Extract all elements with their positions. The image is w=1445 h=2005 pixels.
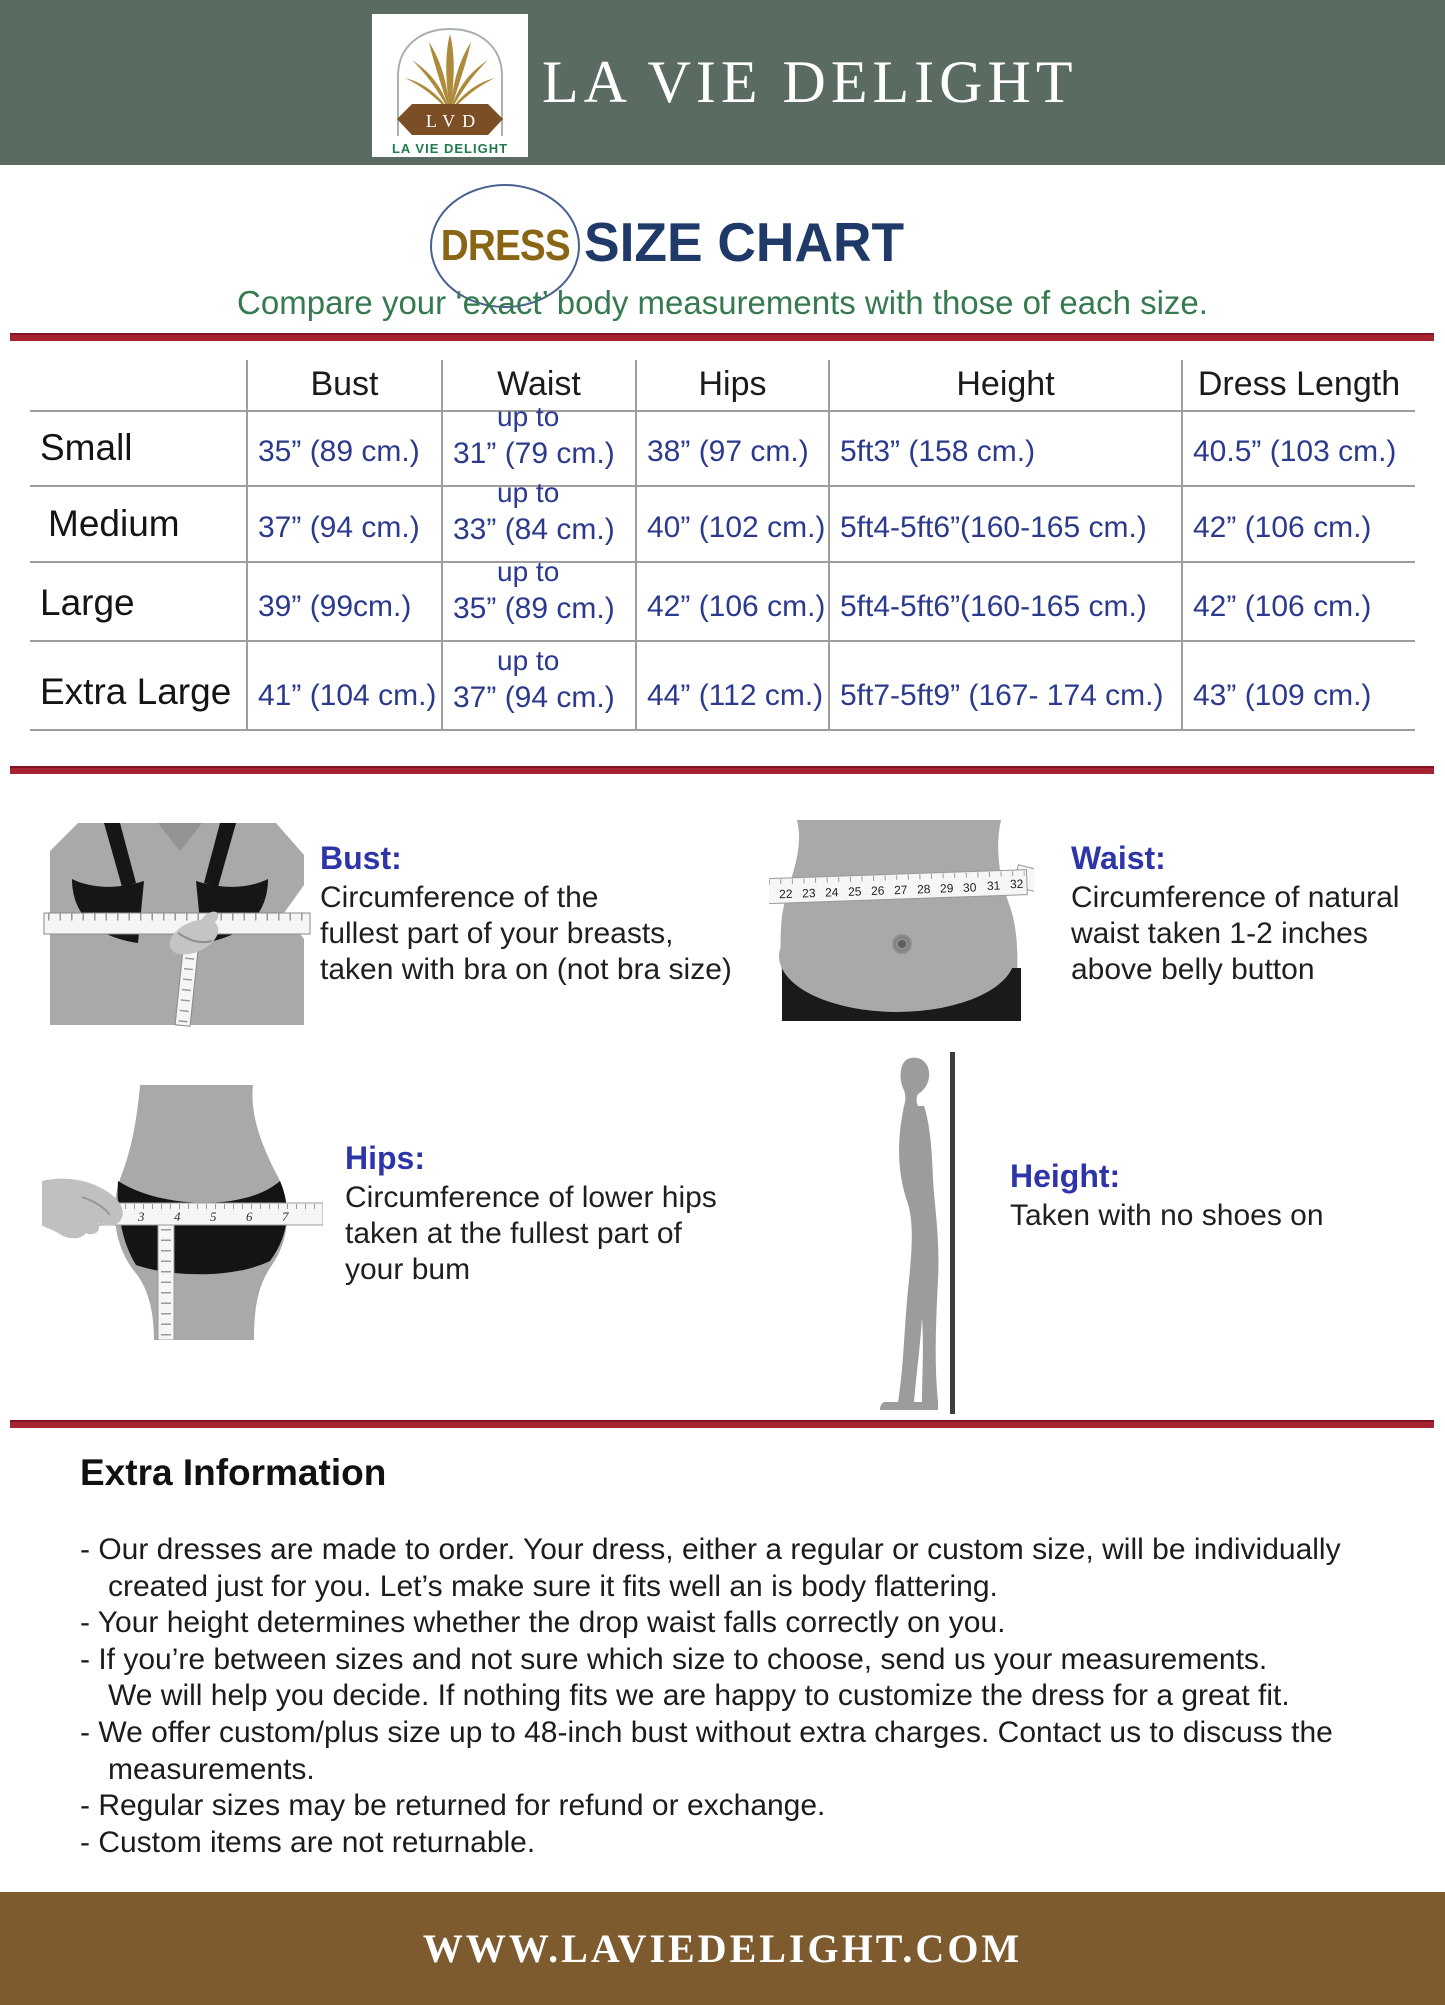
wall-line [950,1052,955,1414]
brand-name: LA VIE DELIGHT [542,49,1078,115]
guide-line: Circumference of natural [1071,881,1400,914]
waist-note: up to [497,477,560,508]
cell-small-height: 5ft3” (158 cm.) [830,412,1183,487]
footer-website-url: WWW.LAVIEDELIGHT.COM [422,1926,1023,1971]
row-label-medium: Medium [30,487,248,563]
waist-value: 33” (84 cm.) [453,513,615,546]
cell-medium-waist [443,477,637,563]
svg-text:4: 4 [174,1209,181,1224]
bust-guide-text [320,880,732,988]
svg-text:5: 5 [210,1209,217,1224]
waist-note: up to [497,556,560,587]
guide-line: Circumference of lower hips [345,1181,717,1214]
svg-text:27: 27 [893,882,908,898]
cell-large-waist [443,556,637,642]
extra-info-list [80,1532,1425,1861]
divider-rule-middle [10,766,1434,774]
guide-line: taken at the fullest part of [345,1217,682,1250]
standing-figure [880,1058,938,1410]
extra-info-line: measurements. [108,1752,315,1786]
extra-info-line: - Custom items are not returnable. [80,1825,536,1859]
lvd-logo-icon [372,14,528,157]
waist-value: 37” (94 cm.) [453,681,615,714]
extra-info-line: We will help you decide. If nothing fits we are happy to customize the dress for a great fit. [108,1679,1290,1713]
extra-info-line: - Your height determines whether the drop waist falls correctly on you. [80,1606,1006,1640]
brand-logo [372,14,528,157]
svg-text:31: 31 [986,878,1001,893]
extra-info-heading: Extra Information [80,1452,387,1493]
hips-guide-text [345,1180,717,1288]
height-guide-heading: Height: [1010,1158,1121,1194]
divider-rule-top [10,333,1434,341]
hips-measurement-illustration [42,1085,323,1345]
guide-line: Circumference of the [320,881,599,914]
extra-info-line: - We offer custom/plus size up to 48-inch bust without extra charges. Contact us to discuss the [80,1715,1333,1749]
hips-illustration-icon [42,1085,323,1340]
cell-large-height: 5ft4-5ft6”(160-165 cm.) [830,563,1183,642]
column-header-dress-length: Dress Length [1183,360,1415,412]
svg-text:6: 6 [246,1209,253,1224]
cell-large-dress-length: 42” (106 cm.) [1183,563,1415,642]
logo-caption: LA VIE DELIGHT [391,141,509,156]
waist-value: 31” (79 cm.) [453,437,615,470]
page-subtitle: Compare your ‘exact’ body measurements with those of each size. [237,284,1208,321]
bust-illustration-icon [42,821,312,1029]
cell-small-bust: 35” (89 cm.) [248,412,443,487]
bust-guide-heading: Bust: [320,840,402,876]
cell-xl-height: 5ft7-5ft9” (167- 174 cm.) [830,642,1183,731]
guide-line: taken with bra on (not bra size) [320,953,732,986]
cell-xl-waist [443,642,637,731]
cell-xl-bust: 41” (104 cm.) [248,642,443,731]
column-header-bust: Bust [248,360,443,412]
column-header-hips: Hips [637,360,830,412]
svg-text:28: 28 [916,881,931,897]
waist-measurement-illustration [769,820,1034,1026]
extra-info-line: - Our dresses are made to order. Your dress, either a regular or custom size, will be individually [80,1533,1341,1566]
hips-guide-heading: Hips: [345,1140,425,1176]
waist-note: up to [497,645,560,676]
cell-medium-height: 5ft4-5ft6”(160-165 cm.) [830,487,1183,563]
cell-medium-hips: 40” (102 cm.) [637,487,830,563]
table-corner-cell [30,360,248,412]
extra-info-line: created just for you. Let’s make sure it fits well an is body flattering. [108,1569,998,1603]
hand [42,1179,123,1239]
logo-monogram: LVD [425,111,483,131]
guide-line: fullest part of your breasts, [320,917,674,950]
row-label-extra-large: Extra Large [30,642,248,731]
svg-text:26: 26 [870,883,885,899]
cell-large-bust: 39” (99cm.) [248,563,443,642]
cell-small-hips: 38” (97 cm.) [637,412,830,487]
row-label-large: Large [30,563,248,642]
page-title: SIZE CHART [584,211,905,273]
dress-badge-label: DRESS [440,221,570,270]
cell-small-dress-length: 40.5” (103 cm.) [1183,412,1415,487]
waist-note: up to [497,401,560,432]
svg-text:24: 24 [824,885,839,900]
cell-xl-hips: 44” (112 cm.) [637,642,830,731]
extra-info-line: - If you’re between sizes and not sure which size to choose, send us your measurements. [80,1642,1268,1676]
svg-text:32: 32 [1009,876,1024,892]
svg-text:23: 23 [801,885,816,901]
extra-info-line: - Regular sizes may be returned for refund or exchange. [80,1789,826,1823]
row-label-small: Small [30,412,248,487]
divider-rule-bottom [10,1420,1434,1428]
svg-text:25: 25 [847,884,862,899]
cell-xl-dress-length: 43” (109 cm.) [1183,642,1415,731]
footer-band [0,1892,1445,2005]
waist-guide-heading: Waist: [1071,840,1166,876]
cell-small-waist [443,401,637,487]
cell-large-hips: 42” (106 cm.) [637,563,830,642]
guide-line: above belly button [1071,953,1315,986]
cell-medium-dress-length: 42” (106 cm.) [1183,487,1415,563]
guide-line: waist taken 1-2 inches [1071,917,1368,950]
waist-illustration-icon [769,820,1034,1021]
logo-fan-icon [405,34,495,112]
height-guide-text [1010,1198,1324,1234]
svg-text:7: 7 [282,1209,289,1224]
column-header-height: Height [830,360,1183,412]
waist-guide-text [1071,880,1399,988]
bust-measurement-illustration [42,821,312,1034]
cell-medium-bust: 37” (94 cm.) [248,487,443,563]
height-illustration-icon [878,1052,968,1414]
waist-value: 35” (89 cm.) [453,592,615,625]
svg-text:3: 3 [138,1209,145,1224]
svg-text:22: 22 [778,886,793,902]
column-header-waist: Waist [443,360,637,412]
guide-line: Taken with no shoes on [1010,1199,1324,1232]
height-measurement-illustration [878,1052,968,1419]
svg-text:30: 30 [962,880,977,895]
svg-text:29: 29 [939,881,954,896]
guide-line: your bum [345,1253,471,1286]
size-table [30,360,1415,731]
